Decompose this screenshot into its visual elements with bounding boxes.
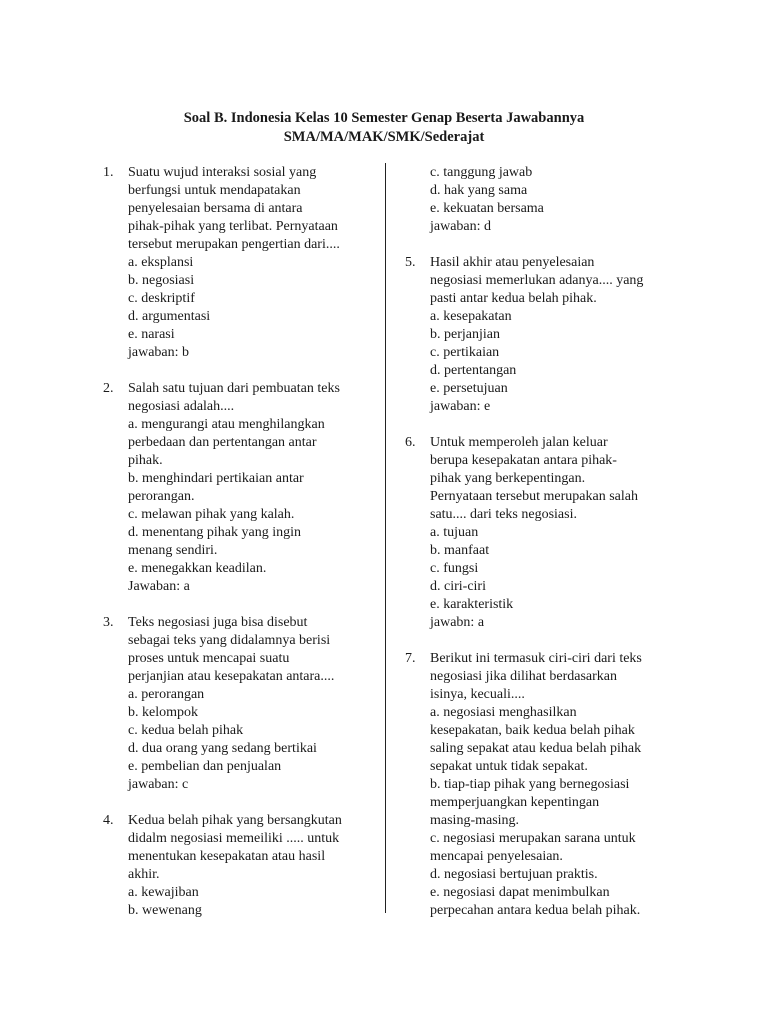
- answer-option: a. perorangan: [128, 687, 205, 702]
- title-line-1: Soal B. Indonesia Kelas 10 Semester Genap Beserta Jawabannya: [183, 110, 585, 126]
- answer-option: a. eksplansi: [128, 255, 194, 270]
- question-4-continuation: [405, 164, 680, 236]
- answer-key: jawaban: e: [430, 399, 491, 414]
- answer-option: d. negosiasi bertujuan praktis.: [430, 867, 598, 882]
- answer-option: c. negosiasi merupakan sarana untuk mencapai penyelesaian.: [430, 831, 636, 864]
- answer-key: jawaban: d: [430, 219, 492, 234]
- question-number: 2.: [103, 381, 114, 396]
- right-column: [405, 164, 680, 920]
- question-number: 3.: [103, 615, 114, 630]
- question-item: [103, 164, 373, 362]
- answer-option: b. kelompok: [128, 705, 198, 720]
- answer-key: jawaban: b: [128, 345, 190, 360]
- question-text: Salah satu tujuan dari pembuatan teks negosiasi adalah....: [128, 381, 340, 414]
- answer-option: a. negosiasi menghasilkan kesepakatan, baik kedua belah pihak saling sepakat atau kedua belah pihak sepakat untuk tidak sepakat.: [430, 705, 642, 774]
- answer-option: e. persetujuan: [430, 381, 508, 396]
- answer-option: a. mengurangi atau menghilangkan perbedaan dan pertentangan antar pihak.: [128, 417, 325, 468]
- answer-option: c. deskriptif: [128, 291, 195, 306]
- answer-option: e. karakteristik: [430, 597, 514, 612]
- document-title: [0, 109, 768, 147]
- question-item: [103, 812, 373, 920]
- question-item: [405, 434, 680, 632]
- answer-option: b. negosiasi: [128, 273, 195, 288]
- answer-key: jawabn: a: [430, 615, 485, 630]
- question-number: 7.: [405, 651, 416, 666]
- answer-option: e. narasi: [128, 327, 175, 342]
- title-line-2: SMA/MA/MAK/SMK/Sederajat: [283, 129, 485, 145]
- answer-option: a. kewajiban: [128, 885, 199, 900]
- answer-option: c. fungsi: [430, 561, 479, 576]
- answer-option: d. pertentangan: [430, 363, 517, 378]
- question-text: Untuk memperoleh jalan keluar berupa kesepakatan antara pihak- pihak yang berkepentingan. Pernyataan tersebut merupakan salah satu.... dari teks negosiasi.: [430, 435, 638, 522]
- column-divider: [385, 163, 386, 913]
- answer-option: d. hak yang sama: [430, 183, 528, 198]
- answer-option: a. tujuan: [430, 525, 479, 540]
- question-item: [405, 650, 680, 920]
- answer-option: e. menegakkan keadilan.: [128, 561, 267, 576]
- question-text: Kedua belah pihak yang bersangkutan didalm negosiasi memeiliki ..... untuk menentukan kesepakatan atau hasil akhir.: [128, 813, 342, 882]
- answer-option: b. menghindari pertikaian antar perorangan.: [128, 471, 304, 504]
- answer-option: e. pembelian dan penjualan: [128, 759, 282, 774]
- question-text: Teks negosiasi juga bisa disebut sebagai teks yang didalamnya berisi proses untuk mencapai suatu perjanjian atau kesepakatan antara....: [128, 615, 335, 684]
- answer-option: b. perjanjian: [430, 327, 500, 342]
- left-column: [103, 164, 373, 920]
- question-number: 5.: [405, 255, 416, 270]
- question-text: Berikut ini termasuk ciri-ciri dari teks negosiasi jika dilihat berdasarkan isinya, kecuali....: [430, 651, 642, 702]
- answer-option: c. pertikaian: [430, 345, 500, 360]
- question-item: [103, 614, 373, 794]
- answer-option: b. tiap-tiap pihak yang bernegosiasi memperjuangkan kepentingan masing-masing.: [430, 777, 630, 828]
- question-number: 6.: [405, 435, 416, 450]
- answer-option: a. kesepakatan: [430, 309, 512, 324]
- answer-option: c. tanggung jawab: [430, 165, 533, 180]
- answer-option: d. menentang pihak yang ingin menang sendiri.: [128, 525, 302, 558]
- answer-option: e. kekuatan bersama: [430, 201, 544, 216]
- question-item: [103, 380, 373, 596]
- question-number: 4.: [103, 813, 114, 828]
- question-item: [405, 254, 680, 416]
- answer-option: d. argumentasi: [128, 309, 211, 324]
- answer-option: e. negosiasi dapat menimbulkan perpecahan antara kedua belah pihak.: [430, 885, 641, 918]
- answer-option: b. wewenang: [128, 903, 202, 918]
- answer-option: d. dua orang yang sedang bertikai: [128, 741, 317, 756]
- question-text: Suatu wujud interaksi sosial yang berfungsi untuk mendapatakan penyelesaian bersama di antara pihak-pihak yang terlibat. Pernyataan tersebut merupakan pengertian dari....: [128, 165, 340, 252]
- right-column-questions: [405, 254, 680, 920]
- answer-key: Jawaban: a: [128, 579, 190, 594]
- answer-key: jawaban: c: [128, 777, 189, 792]
- answer-option: c. kedua belah pihak: [128, 723, 244, 738]
- question-number: 1.: [103, 165, 114, 180]
- question-text: Hasil akhir atau penyelesaian negosiasi memerlukan adanya.... yang pasti antar kedua belah pihak.: [430, 255, 644, 306]
- answer-option: d. ciri-ciri: [430, 579, 486, 594]
- answer-option: b. manfaat: [430, 543, 490, 558]
- answer-option: c. melawan pihak yang kalah.: [128, 507, 295, 522]
